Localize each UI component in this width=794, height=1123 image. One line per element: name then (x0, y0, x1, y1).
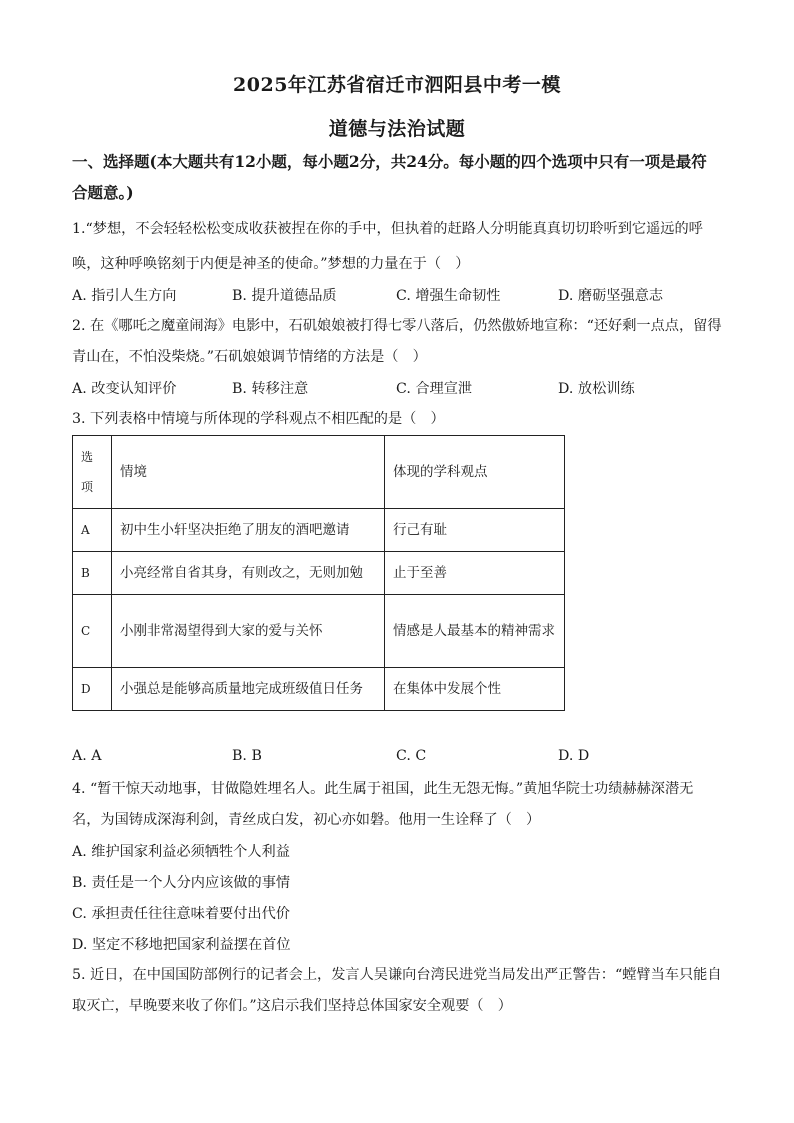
table-row (73, 595, 565, 668)
table-header-row (73, 436, 565, 509)
question-5-line-2: 取灭亡，早晚要来收了你们。”这启示我们坚持总体国家安全观要（ ） (72, 998, 512, 1014)
question-3-table (72, 435, 565, 711)
table-cell: B (73, 552, 112, 595)
table-header-cell: 情境 (112, 436, 385, 509)
question-4-line-1: 4. “暂干惊天动地事，甘做隐姓埋名人。此生属于祖国，此生无怨无悔。”黄旭华院士功绩赫赫深潜无 (72, 781, 694, 797)
question-2-option-d[interactable]: D. 放松训练 (558, 381, 635, 397)
question-1-line-1: 1.“梦想，不会轻轻松松变成收获被捏在你的手中，但执着的赶路人分明能真真切切聆听到它遥远的呼 (72, 221, 703, 237)
question-2-line-2: 青山在，不怕没柴烧。”石矶娘娘调节情绪的方法是（ ） (72, 349, 427, 365)
question-3-option-b[interactable]: B. B (232, 748, 262, 764)
question-2-line-1: 2. 在《哪吒之魔童闹海》电影中，石矶娘娘被打得七零八落后，仍然傲娇地宣称：“还好剩一点点，留得 (72, 318, 722, 334)
question-1-line-2: 唤，这种呼唤铭刻于内便是神圣的使命。”梦想的力量在于（ ） (72, 256, 470, 272)
question-4-option-c[interactable]: C. 承担责任往往意味着要付出代价 (72, 906, 290, 922)
question-3-option-a[interactable]: A. A (72, 748, 102, 764)
table-cell: C (73, 595, 112, 668)
question-1-option-b[interactable]: B. 提升道德品质 (232, 288, 337, 304)
question-3-line-1: 3. 下列表格中情境与所体现的学科观点不相匹配的是（ ） (72, 411, 445, 427)
question-2-option-a[interactable]: A. 改变认知评价 (72, 381, 177, 397)
question-1-option-a[interactable]: A. 指引人生方向 (72, 288, 177, 304)
table-cell: D (73, 668, 112, 711)
question-2-option-c[interactable]: C. 合理宣泄 (396, 381, 473, 397)
question-4-option-d[interactable]: D. 坚定不移地把国家利益摆在首位 (72, 937, 291, 953)
question-1-option-c[interactable]: C. 增强生命韧性 (396, 288, 501, 304)
table-cell: 在集体中发展个性 (385, 668, 565, 711)
question-4-line-2: 名，为国铸成深海利剑，青丝成白发，初心亦如磐。他用一生诠释了（ ） (72, 812, 541, 828)
question-4-option-b[interactable]: B. 责任是一个人分内应该做的事情 (72, 875, 291, 891)
question-3-option-d[interactable]: D. D (558, 748, 590, 764)
table-cell: 情感是人最基本的精神需求 (385, 595, 565, 668)
exam-subtitle: 道德与法治试题 (328, 118, 466, 140)
table-row (73, 509, 565, 552)
question-4-option-a[interactable]: A. 维护国家利益必须牺牲个人利益 (72, 844, 290, 860)
question-5-line-1: 5. 近日，在中国国防部例行的记者会上，发言人吴谦向台湾民进党当局发出严正警告：“螳臂当车只能自 (72, 967, 722, 983)
table-header-cell: 体现的学科观点 (385, 436, 565, 509)
question-2-option-b[interactable]: B. 转移注意 (232, 381, 309, 397)
table-cell: A (73, 509, 112, 552)
question-3-option-c[interactable]: C. C (396, 748, 427, 764)
exam-title: 2025年江苏省宿迁市泗阳县中考一模 (233, 74, 561, 96)
table-cell: 小强总是能够高质量地完成班级值日任务 (112, 668, 385, 711)
question-1-option-d[interactable]: D. 磨砺坚强意志 (558, 288, 664, 304)
table-cell: 初中生小轩坚决拒绝了朋友的酒吧邀请 (112, 509, 385, 552)
section-heading: 一、选择题(本大题共有12小题，每小题2分，共24分。每小题的四个选项中只有一项是最符合题意。) (72, 152, 707, 202)
table-cell: 行己有耻 (385, 509, 565, 552)
table-header-cell: 选项 (73, 436, 112, 509)
table-cell: 小亮经常自省其身，有则改之，无则加勉 (112, 552, 385, 595)
table-cell: 小刚非常渴望得到大家的爱与关怀 (112, 595, 385, 668)
table-cell: 止于至善 (385, 552, 565, 595)
table-row (73, 552, 565, 595)
table-row (73, 668, 565, 711)
